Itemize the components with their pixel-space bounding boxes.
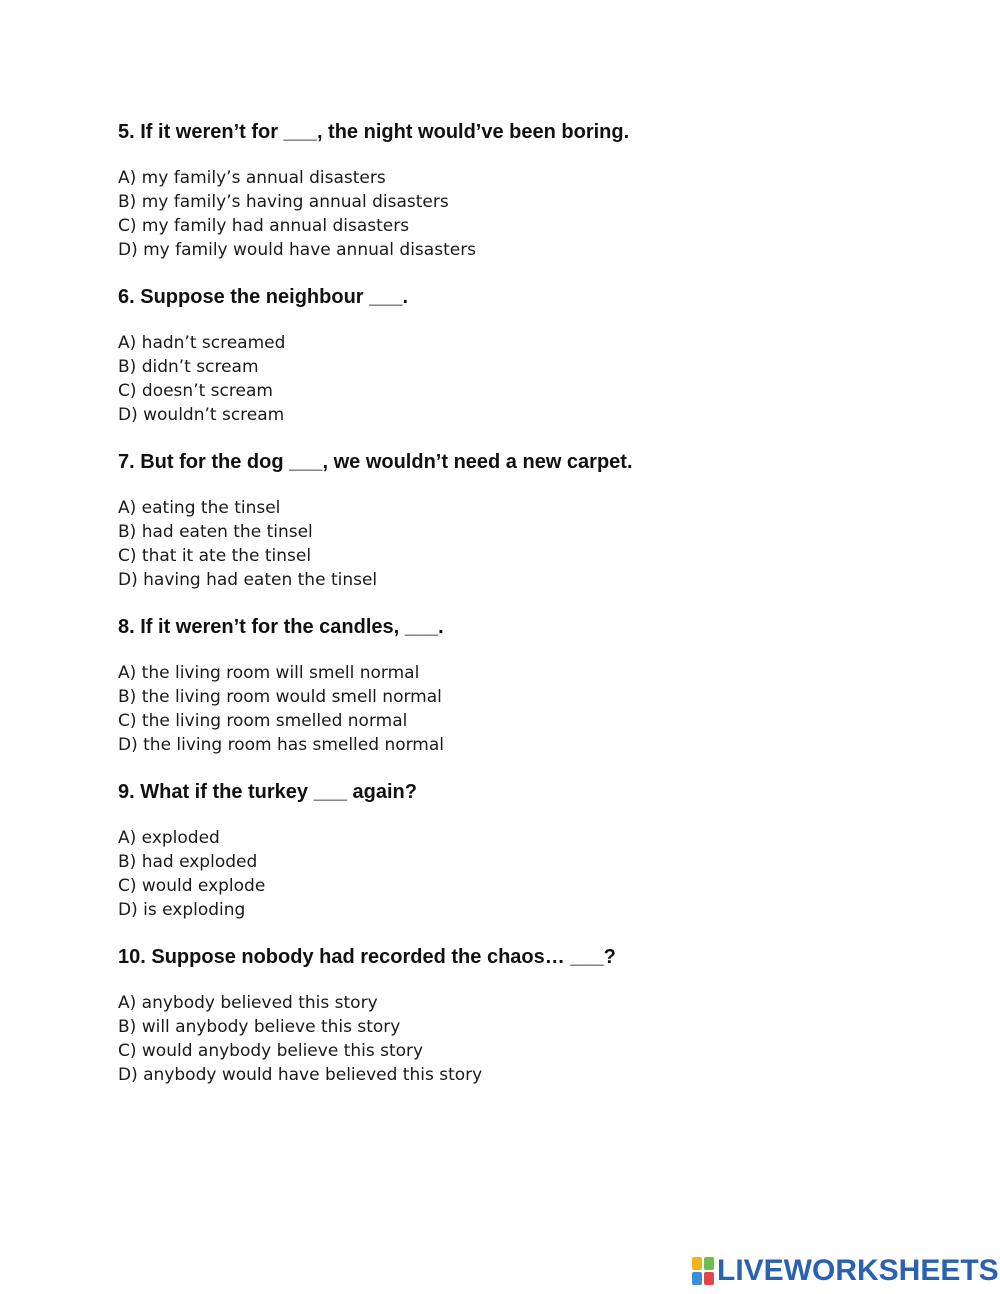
- option-a: A) anybody believed this story: [118, 993, 378, 1013]
- brand-name: LIVEWORKSHEETS: [717, 1254, 999, 1287]
- option-b: B) my family’s having annual disasters: [118, 192, 449, 212]
- option-list: [118, 826, 938, 922]
- option-d: D) the living room has smelled normal: [118, 735, 445, 755]
- option-a: A) hadn’t screamed: [118, 333, 286, 353]
- option-c: C) my family had annual disasters: [118, 216, 410, 236]
- option-list: [118, 166, 938, 262]
- option-d: D) having had eaten the tinsel: [118, 570, 378, 590]
- option-a: A) eating the tinsel: [118, 498, 281, 518]
- question-6: [118, 283, 938, 427]
- option-c: C) would explode: [118, 876, 266, 896]
- option-d: D) wouldn’t scream: [118, 405, 285, 425]
- option-d: D) my family would have annual disasters: [118, 240, 477, 260]
- question-5: [118, 118, 938, 262]
- option-list: [118, 496, 938, 592]
- option-c: C) that it ate the tinsel: [118, 546, 312, 566]
- question-title: 7. But for the dog ___, we wouldn’t need a new carpet.: [118, 451, 633, 473]
- liveworksheets-brand[interactable]: [692, 1253, 999, 1289]
- question-title: 10. Suppose nobody had recorded the chaos… ___?: [118, 946, 616, 968]
- liveworksheets-logo-icon: [692, 1257, 714, 1285]
- question-9: [118, 778, 938, 922]
- option-a: A) the living room will smell normal: [118, 663, 420, 683]
- option-list: [118, 991, 938, 1087]
- question-title: 6. Suppose the neighbour ___.: [118, 286, 409, 308]
- option-a: A) my family’s annual disasters: [118, 168, 386, 188]
- option-a: A) exploded: [118, 828, 220, 848]
- option-b: B) didn’t scream: [118, 357, 259, 377]
- question-10: [118, 943, 938, 1087]
- option-d: D) anybody would have believed this story: [118, 1065, 483, 1085]
- question-title: 8. If it weren’t for the candles, ___.: [118, 616, 444, 638]
- question-7: [118, 448, 938, 592]
- option-b: B) had exploded: [118, 852, 258, 872]
- question-8: [118, 613, 938, 757]
- question-title: 5. If it weren’t for ___, the night would’ve been boring.: [118, 121, 630, 143]
- option-c: C) the living room smelled normal: [118, 711, 408, 731]
- option-b: B) the living room would smell normal: [118, 687, 442, 707]
- worksheet: [118, 118, 938, 1087]
- option-d: D) is exploding: [118, 900, 246, 920]
- option-b: B) had eaten the tinsel: [118, 522, 313, 542]
- option-list: [118, 331, 938, 427]
- option-c: C) doesn’t scream: [118, 381, 273, 401]
- option-c: C) would anybody believe this story: [118, 1041, 424, 1061]
- option-b: B) will anybody believe this story: [118, 1017, 401, 1037]
- question-title: 9. What if the turkey ___ again?: [118, 781, 417, 803]
- option-list: [118, 661, 938, 757]
